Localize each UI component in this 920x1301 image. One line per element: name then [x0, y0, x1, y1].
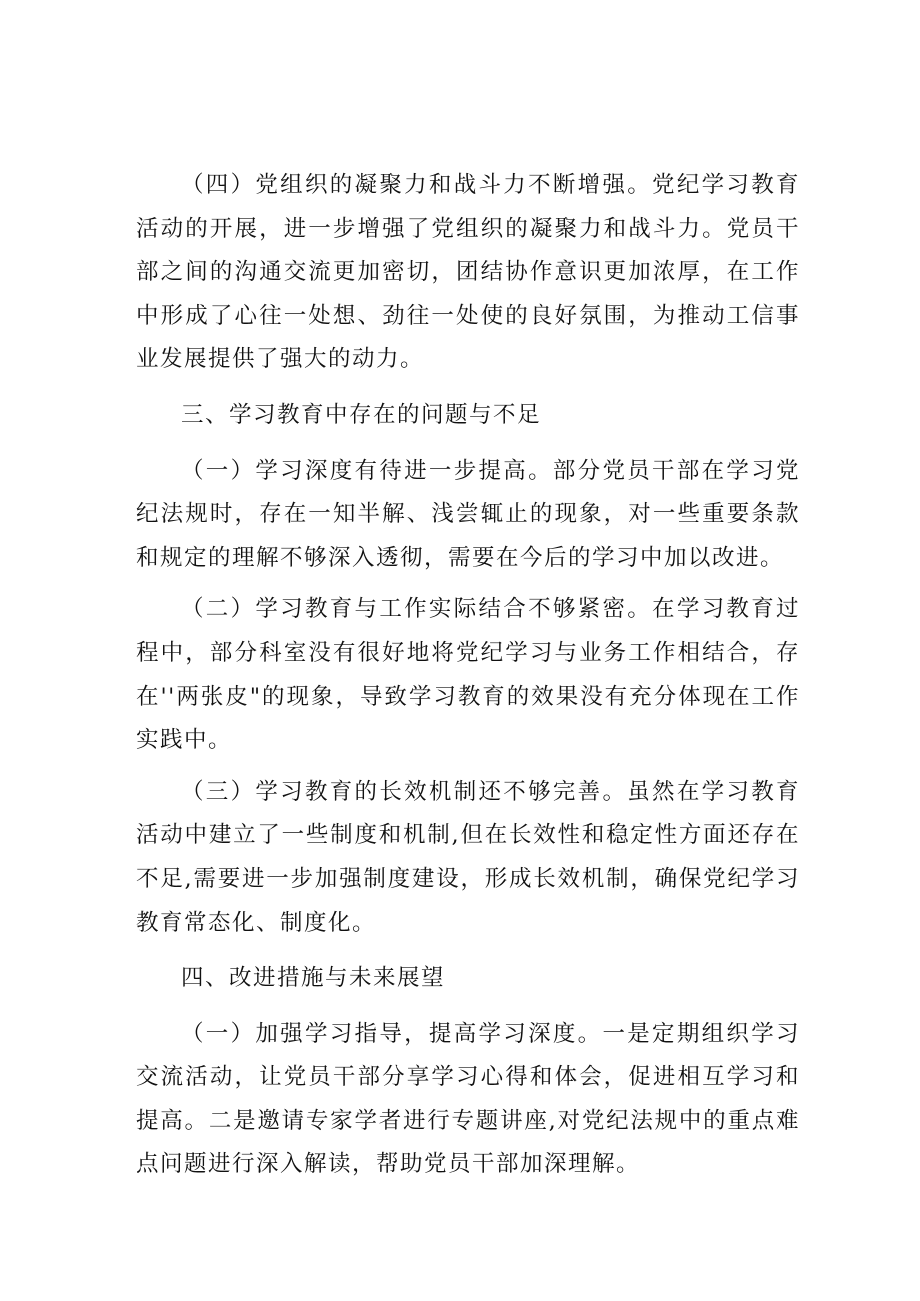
- paragraph-study-guidance: （一）加强学习指导，提高学习深度。一是定期组织学习交流活动，让党员干部分享学习心得和体会，促进相互学习和提高。二是邀请专家学者进行专题讲座,对党纪法规中的重点难点问题进行深入解读，帮助党员干部加深理解。: [136, 1020, 800, 1178]
- document-body: [136, 164, 800, 1187]
- paragraph-study-depth: （一）学习深度有待进一步提高。部分党员干部在学习党纪法规时，存在一知半解、浅尝辄止的现象，对一些重要条款和规定的理解不够深入透彻，需要在今后的学习中加以改进。: [136, 457, 800, 571]
- paragraph-party-cohesion: （四）党组织的凝聚力和战斗力不断增强。党纪学习教育活动的开展，进一步增强了党组织的凝聚力和战斗力。党员干部之间的沟通交流更加密切，团结协作意识更加浓厚，在工作中形成了心往一处想、劲往一处使的良好氛围，为推动工信事业发展提供了强大的动力。: [136, 172, 800, 373]
- paragraph-long-term-mechanism: （三）学习教育的长效机制还不够完善。虽然在学习教育活动中建立了一些制度和机制,但在长效性和稳定性方面还存在不足,需要进一步加强制度建设，形成长效机制，确保党纪学习教育常态化、制度化。: [136, 778, 800, 936]
- paragraph-work-integration: （二）学习教育与工作实际结合不够紧密。在学习教育过程中，部分科室没有很好地将党纪学习与业务工作相结合，存在''两张皮"的现象，导致学习教育的效果没有充分体现在工作实践中。: [136, 596, 800, 754]
- section-heading-improvements: 四、改进措施与未来展望: [181, 965, 446, 992]
- section-heading-problems: 三、学习教育中存在的问题与不足: [181, 401, 542, 428]
